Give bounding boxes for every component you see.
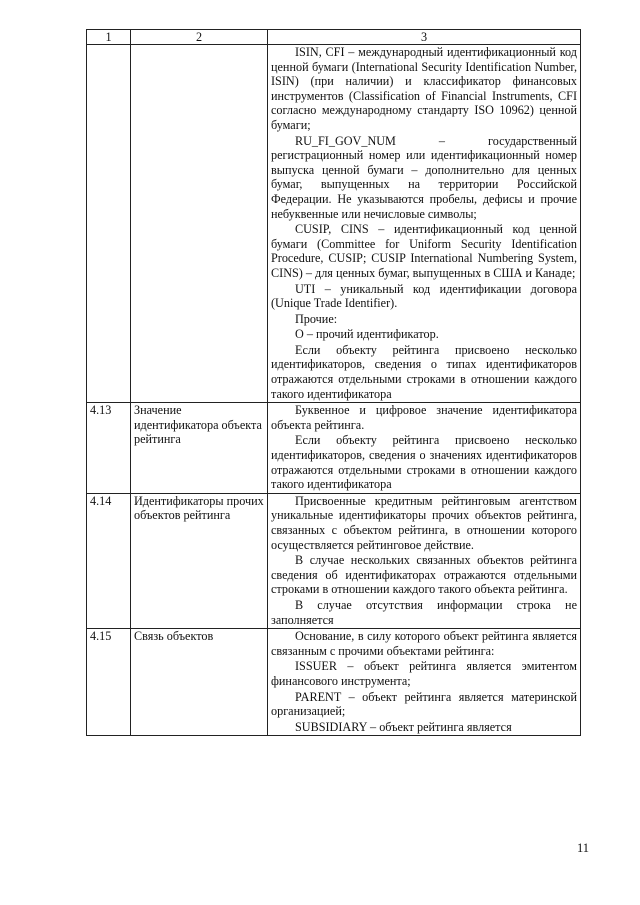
header-col-3: 3: [268, 30, 581, 45]
row-field-name: Связь объектов: [131, 629, 268, 736]
paragraph: Если объекту рейтинга присвоено несколько идентификаторов, сведения о типах идентификаторов отражаются отдельными строками в отношении каждого такого идентификатора: [271, 342, 577, 401]
paragraph: PARENT – объект рейтинга является материнской организацией;: [271, 689, 577, 719]
paragraph: RU_FI_GOV_NUM – государственный регистрационный номер или идентификационный номер выпуска ценной бумаги – дополнительно для ценных бумаг, выпущенных на территории Российской Федерации. Не указываются пробелы, дефисы и прочие небуквенные или нечисловые символы;: [271, 133, 577, 221]
row-field-name: Значение идентификатора объекта рейтинга: [131, 403, 268, 494]
row-number: 4.15: [87, 629, 131, 736]
paragraph: Присвоенные кредитным рейтинговым агентством уникальные идентификаторы прочих объектов рейтинга, связанных с объектом рейтинга, в отношении которого осуществляется рейтинговое действие.: [271, 493, 577, 552]
header-col-1: 1: [87, 30, 131, 45]
row-field-name: [131, 45, 268, 403]
row-number: 4.13: [87, 403, 131, 494]
table-row: [87, 629, 581, 736]
row-number: [87, 45, 131, 403]
paragraph: CUSIP, CINS – идентификационный код ценной бумаги (Committee for Uniform Security Identification Procedure, CUSIP; CUSIP International Numbering System, CINS) – для ценных бумаг, выпущенных в США и Канаде;: [271, 222, 577, 280]
page-number: 11: [577, 841, 590, 855]
row-number: 4.14: [87, 493, 131, 628]
table-row: [87, 493, 581, 628]
table-row: [87, 403, 581, 494]
paragraph: ISIN, CFI – международный идентификационный код ценной бумаги (International Security Identification Number, ISIN) (при наличии) и классификатор финансовых инструментов (Classification of Financial Instruments, CFI согласно международному стандарту ISO 10962) ценной бумаги;: [271, 45, 577, 132]
table-header-row: [87, 30, 581, 45]
row-description: [268, 45, 581, 403]
paragraph: ISSUER – объект рейтинга является эмитентом финансового инструмента;: [271, 659, 577, 688]
requirements-table: [86, 29, 581, 736]
row-description: [268, 493, 581, 628]
table-row: [87, 45, 581, 403]
paragraph: В случае отсутствия информации строка не заполняется: [271, 597, 577, 627]
paragraph: SUBSIDIARY – объект рейтинга является: [295, 719, 512, 734]
paragraph: UTI – уникальный код идентификации договора (Unique Trade Identifier).: [271, 281, 577, 311]
paragraph: В случае нескольких связанных объектов рейтинга сведения об идентификаторах отражаются отдельными строками в отношении каждого такого объекта рейтинга.: [271, 553, 577, 597]
header-col-2: 2: [131, 30, 268, 45]
row-field-name: Идентификаторы прочих объектов рейтинга: [131, 493, 268, 628]
paragraph: Основание, в силу которого объект рейтинга является связанным с прочими объектами рейтинга:: [271, 629, 577, 658]
paragraph: Прочие:: [295, 311, 338, 326]
row-description: [268, 403, 581, 494]
paragraph: Буквенное и цифровое значение идентификатора объекта рейтинга.: [271, 403, 577, 432]
paragraph: О – прочий идентификатор.: [295, 327, 439, 342]
paragraph: Если объекту рейтинга присвоено несколько идентификаторов, сведения о значениях идентификаторов отражаются отдельными строками в отношении каждого такого идентификатора: [271, 433, 577, 492]
row-description: [268, 629, 581, 736]
